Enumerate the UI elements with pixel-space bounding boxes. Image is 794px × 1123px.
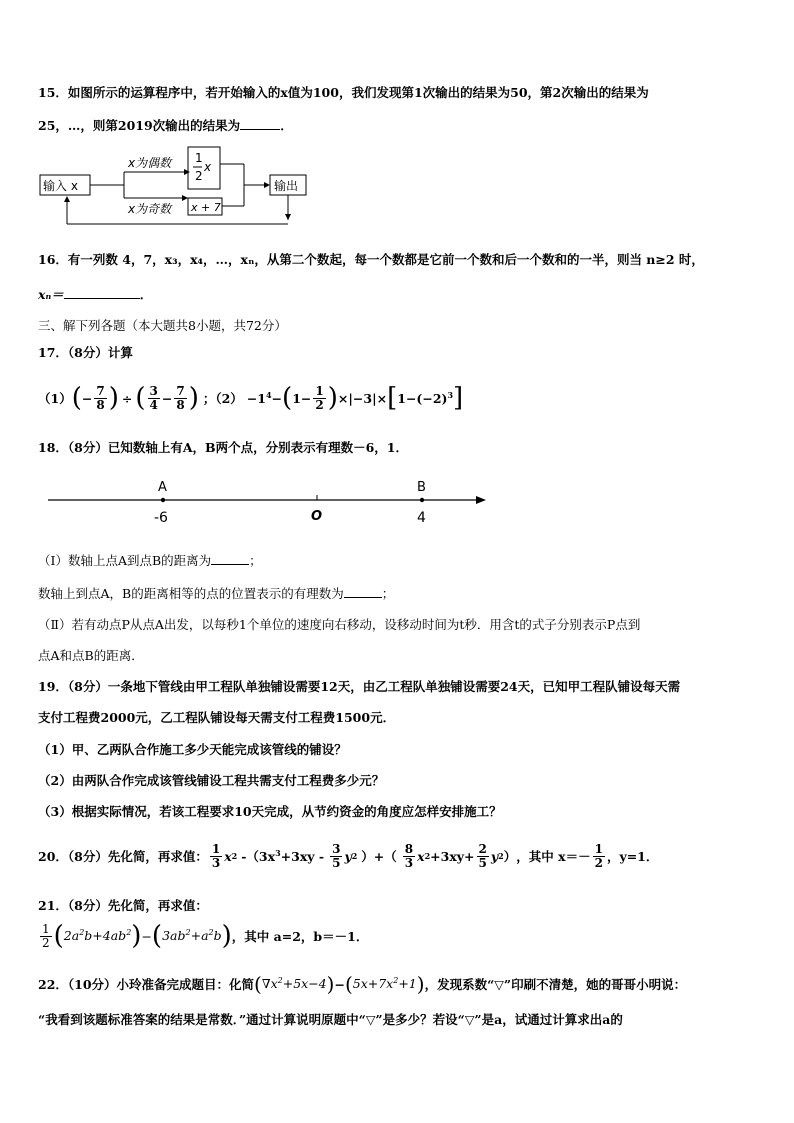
tick-label-a: -6: [154, 510, 168, 526]
tick-label-b: 4: [417, 510, 426, 526]
q15-line1: 15．如图所示的运算程序中，若开始输入的x值为100，我们发现第1次输出的结果为50，第2次输出的结果为: [38, 85, 649, 100]
q16-line2-suffix: ．: [139, 287, 153, 302]
q17-frac-a: $\frac{7}{8}$: [96, 383, 105, 412]
flow-output-label: 输出: [274, 179, 299, 193]
q18-title: 18．（8分）已知数轴上有A，B两个点，分别表示有理数－6，1．: [38, 440, 409, 455]
flow-plus7-label: x + 7: [191, 201, 221, 214]
q17-title: 17．（8分）计算: [38, 345, 133, 360]
q20-where: ，其中 x＝－: [516, 849, 591, 864]
q15-line2: [38, 116, 293, 134]
q17-frac-c: $\frac{7}{8}$: [176, 383, 185, 412]
flow-input-label: 输入 x: [43, 179, 78, 193]
q20-expression: 20．（8分）先化简，再求值： $\frac{1}{3}$ x 2 $-(3x^3+3xy$ - $\frac{3}{5}$ y 2 ）+（ $\frac{8}{3}$ x 2 +3xy+ $\frac{2}{5}$ y 2 ） ，其中 x＝－ $\frac{1}{2}$ ，y=1．: [38, 841, 659, 870]
flow-half-num: 1: [195, 151, 203, 165]
q21-title: 21．（8分）先化简，再求值：: [38, 898, 208, 913]
q17-part2-label: ；（2）: [202, 391, 243, 406]
answer-blank: [211, 552, 249, 565]
q22-line1: 22．（10分）小玲准备完成题目：化简 ( $\nabla x^2+5x-4$ ) − ( $5x+7x^2+1$ ) ，发现系数“▽”印刷不清楚，她的哥哥小明说：: [38, 972, 687, 996]
q18-part2a: （Ⅱ）若有动点P从点A出发，以每秒1个单位的速度向右移动，设移动时间为t秒．用含t的式子分别表示P点到: [38, 617, 641, 632]
q17-frac-b: $\frac{3}{4}$: [149, 383, 158, 412]
section-heading: 三、解下列各题（本大题共8小题，共72分）: [38, 318, 287, 333]
q15-line2-suffix: ．: [280, 118, 293, 133]
q17-expressions: （1） ( − $\frac{7}{8}$ ) ÷ ( $\frac{3}{4}$ − $\frac{7}{8}$ ) ；（2） $-1^4-$ ( 1− $\frac{1}{2}$ ) ×|−3|× [ $1-(-2)^3$ ]: [38, 383, 464, 413]
point-a-label: A: [158, 480, 167, 495]
answer-blank: [64, 286, 140, 299]
q18-part1b-end: ；: [381, 586, 395, 601]
q15-line2-prefix: 25，…，则第2019次输出的结果为: [38, 118, 241, 133]
flow-half-den: 2: [195, 169, 203, 183]
q19-sub3: （3）根据实际情况，若该工程要求10天完成，从节约资金的角度应怎样安排施工？: [38, 804, 502, 819]
q20-y: ，y=1．: [606, 849, 659, 864]
q18-part1b: [38, 584, 394, 602]
q16-line1: 16．有一列数 4，7，x₃，x₄，…，xₙ，从第二个数起，每一个数都是它前一个数和后一个数和的一半，则当 n≥2 时，: [38, 252, 704, 267]
q18-number-line: [40, 475, 490, 530]
q22-line1-suffix: ，发现系数“▽”印刷不清楚，她的哥哥小明说：: [424, 977, 687, 992]
q18-part1a-text: （Ⅰ）数轴上点A到点B的距离为: [38, 553, 212, 568]
q22-line1-prefix: 22．（10分）小玲准备完成题目：化简: [38, 977, 255, 992]
q22-line2: “我看到该题标准答案的结果是常数．”通过计算说明原题中“▽”是多少？若设“▽”是a，试通过计算求出a的: [38, 1012, 623, 1027]
q16-line2: [38, 285, 152, 303]
flow-half-var: x: [204, 160, 212, 174]
q18-part1b-text: 数轴上到点A，B的距离相等的点的位置表示的有理数为: [38, 586, 344, 601]
flow-odd-label: x为奇数: [128, 202, 172, 216]
q21-where: ，其中 a=2，b＝－1．: [231, 929, 369, 944]
point-b-dot: [420, 498, 424, 502]
q17-part1-label: （1）: [38, 391, 72, 406]
tick-label-o: O: [311, 509, 323, 524]
answer-blank: [240, 117, 280, 130]
q20-prefix: 20．（8分）先化简，再求值：: [38, 849, 208, 864]
q18-part1a-end: ；: [249, 553, 262, 568]
q19-line2: 支付工程费2000元，乙工程队铺设每天需支付工程费1500元．: [38, 710, 396, 725]
q19-sub2: （2）由两队合作完成该管线铺设工程共需支付工程费多少元？: [38, 773, 385, 788]
q19-sub1: （1）甲、乙两队合作施工多少天能完成该管线的铺设？: [38, 742, 347, 757]
q18-part2b: 点A和点B的距离．: [38, 648, 144, 663]
point-b-label: B: [417, 480, 426, 495]
answer-blank: [344, 585, 382, 598]
q21-expression: $\frac{1}{2}$ ( $2a^2b+4ab^2$ ) − ( $3ab^2+a^2b$ ) ，其中 a=2，b＝－1．: [42, 921, 369, 951]
q18-part1a: [38, 551, 262, 569]
flow-even-label: x为偶数: [128, 156, 172, 170]
q17-frac-d: $\frac{1}{2}$: [315, 383, 324, 412]
q16-xn: xₙ＝: [38, 287, 64, 302]
q15-flowchart: [36, 140, 316, 232]
q19-line1: 19．（8分）一条地下管线由甲工程队单独铺设需要12天，由乙工程队单独铺设需要24天，已知甲工程队铺设每天需: [38, 679, 681, 694]
point-a-dot: [161, 498, 165, 502]
